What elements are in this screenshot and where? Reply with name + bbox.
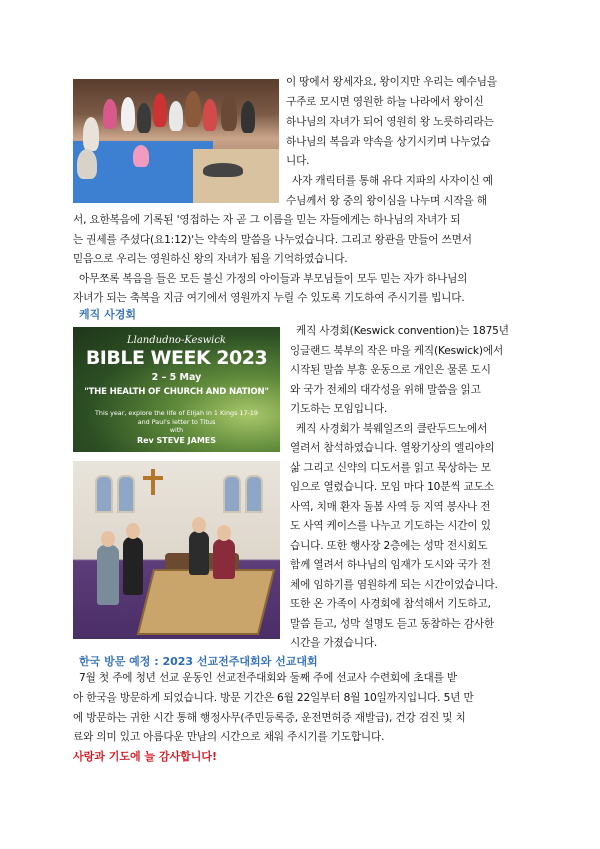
keswick-line: 시간을 가졌습니다. [290, 637, 378, 649]
keswick-line: 임으로 열렸습니다. 모임 마다 10분씩 교도소 [290, 481, 494, 493]
keswick-heading: 케직 사경회 [79, 308, 136, 321]
keswick-line: 사역, 치매 환자 돌봄 사역 등 지역 봉사나 전 [290, 501, 491, 513]
banner-with: with [169, 427, 184, 434]
intro-line: 이 땅에서 왕세자요, 왕이지만 우리는 예수님을 [286, 76, 497, 88]
keswick-line: 열려서 참석하였습니다. 열왕기상의 엘리야의 [290, 442, 495, 454]
para2-line: 는 권세를 주셨다(요1:12)'는 약속의 말씀을 나누었습니다. 그리고 왕관을 만들어 쓰면서 [73, 234, 472, 246]
visit-line: 7월 첫 주에 청년 선교 운동인 선교전주대회와 둘째 주에 선교사 수련회에 초대를 받 [79, 672, 457, 684]
intro-line: 하나님의 자녀가 되어 영원히 왕 노릇하리라는 [286, 116, 494, 128]
keswick-line: 습니다. 또한 행사장 2층에는 성막 전시회도 [290, 540, 488, 552]
visit-line: 에 방문하는 귀한 시간 통해 행정사무(주민등록증, 운전면허증 재발급), 건강 검진 및 치 [73, 712, 466, 724]
banner-title: BIBLE WEEK 2023 [85, 347, 268, 369]
keswick-line: 삶 그리고 신약의 디도서를 읽고 묵상하는 모 [290, 462, 491, 474]
keswick-line: 기도하는 모임입니다. [290, 403, 388, 415]
para3-line: 아무쪼록 복음을 들은 모든 불신 가정의 아이들과 부모님들이 모두 믿는 자가 하나님의 [79, 273, 468, 285]
visit-heading: 한국 방문 예정 : 2023 선교전주대회와 선교대회 [79, 655, 318, 668]
para2-line: 믿음으로 우리는 영원하신 왕의 자녀가 됨을 기억하였습니다. [73, 253, 348, 265]
keswick-line: 함께 열려서 하나님의 임재가 도시와 국가 전 [290, 559, 491, 571]
keswick-line: 말씀 듣고, 성막 설명도 듣고 동참하는 감사한 [290, 618, 495, 630]
keswick-line: 와 국가 전체의 대각성을 위해 말씀을 읽고 [290, 384, 481, 396]
visit-line: 아 한국을 방문하게 되었습니다. 방문 기간은 6월 22일부터 8월 10일까지입니다. 5년 만 [73, 692, 474, 704]
keswick-line: 케직 사경회(Keswick convention)는 1875년 [296, 325, 509, 337]
keswick-line: 잉글랜드 북부의 작은 마을 케직(Keswick)에서 [290, 345, 504, 357]
keswick-line: 또한 온 가족이 사경회에 참석해서 기도하고, [290, 598, 491, 610]
keswick-line: 시작된 말씀 부흥 운동으로 개인은 물론 도시 [290, 364, 491, 376]
intro-line: 니다. [286, 155, 310, 167]
banner-subtitle: and Paul's letter to Titus [137, 418, 216, 426]
visit-line: 료와 의미 있고 아름다운 만남의 시간으로 채워 주시기를 기도합니다. [73, 731, 385, 743]
para3-line: 자녀가 되는 축복을 지금 여기에서 영원까지 누릴 수 있도록 기도하여 주시기를 빕니다. [73, 292, 465, 304]
banner-dates: 2 – 5 May [151, 372, 202, 383]
banner-subtitle: This year, explore the life of Elijah in 1 Kings 17-19 [95, 409, 258, 417]
para2-line: 사자 캐릭터를 통해 유다 지파의 사자이신 예 [292, 175, 493, 187]
children-event-photo [73, 79, 279, 203]
keswick-line: 체에 임하기를 염원하게 되는 시간이었습니다. [290, 579, 498, 591]
banner-script: Llandudno-Keswick [127, 335, 226, 346]
keswick-line: 도 사역 케이스를 나누고 기도하는 시간이 있 [290, 520, 491, 532]
tabernacle-exhibition-photo [73, 461, 280, 639]
intro-line: 하나님의 복음과 약속을 상기시키며 나누었습 [286, 136, 491, 148]
banner-speaker: Rev STEVE JAMES [136, 436, 217, 445]
bible-week-banner [73, 327, 280, 452]
para2-line: 서, 요한복음에 기록된 '영접하는 자 곧 그 이름을 믿는 자들에게는 하나님의 자녀가 되 [73, 214, 461, 226]
keswick-line: 케직 사경회가 북웨일즈의 클란두드노에서 [296, 423, 488, 435]
banner-theme: "THE HEALTH OF CHURCH AND NATION" [84, 387, 269, 397]
intro-line: 구주로 모시면 영원한 하늘 나라에서 왕이신 [286, 96, 484, 108]
para2-line: 수님께서 왕 중의 왕이심을 나누며 시작을 해 [286, 195, 487, 207]
closing-message: 사랑과 기도에 늘 감사합니다! [73, 750, 218, 763]
